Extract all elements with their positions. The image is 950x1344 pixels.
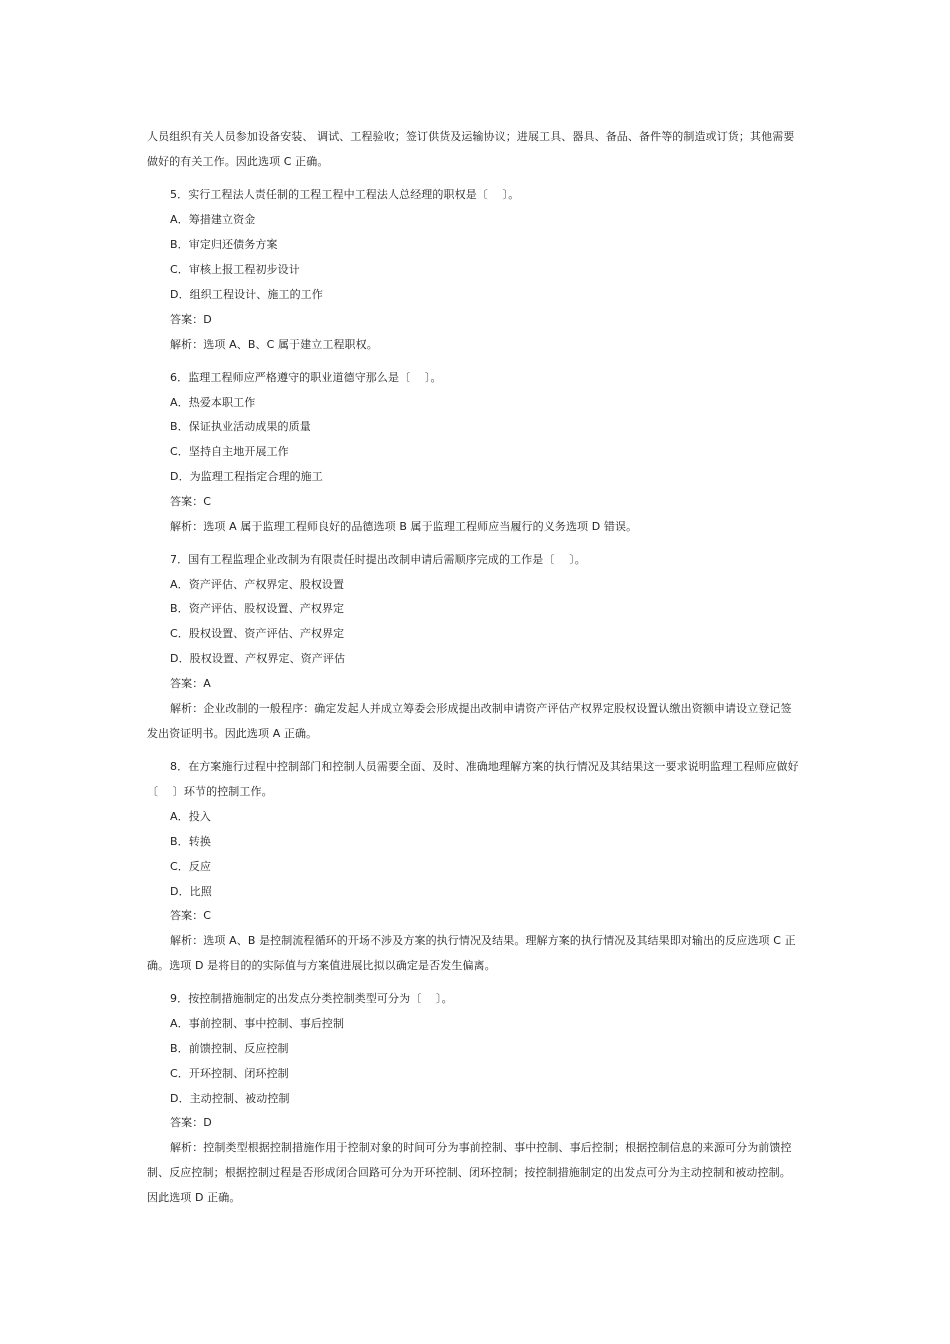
q6-option-b: B．保证执业活动成果的质量 [170, 420, 311, 433]
q5-answer: 答案：D [170, 313, 212, 326]
q9-option-c: C．开环控制、闭环控制 [170, 1067, 289, 1080]
q8-option-a: A．投入 [170, 810, 211, 823]
q9-option-d: D．主动控制、被动控制 [170, 1092, 290, 1105]
q5-analysis: 解析：选项 A、B、C 属于建立工程职权。 [170, 338, 378, 351]
q8-option-c: C．反应 [170, 860, 212, 873]
q6-answer: 答案：C [170, 495, 212, 508]
q6-option-c: C．坚持自主地开展工作 [170, 445, 289, 458]
q8-stem-line-2: 〔 〕环节的控制工作。 [147, 785, 273, 798]
q9-option-b: B．前馈控制、反应控制 [170, 1042, 289, 1055]
q7-analysis-line-1: 解析：企业改制的一般程序：确定发起人并成立筹委会形成提出改制申请资产评估产权界定股权设置认缴出资额申请设立登记签 [170, 702, 792, 715]
q8-analysis-line-1: 解析：选项 A、B 是控制流程循环的开场不涉及方案的执行情况及结果。理解方案的执行情况及其结果即对输出的反应选项 C 正 [170, 934, 796, 947]
q9-stem: 9．按控制措施制定的出发点分类控制类型可分为〔 〕。 [170, 992, 453, 1005]
q7-option-d: D．股权设置、产权界定、资产评估 [170, 652, 346, 665]
q7-stem: 7．国有工程监理企业改制为有限责任时提出改制申请后需顺序完成的工作是〔 〕。 [170, 553, 586, 566]
q6-analysis: 解析：选项 A 属于监理工程师良好的品德选项 B 属于监理工程师应当履行的义务选项 D 错误。 [170, 520, 638, 533]
q6-option-a: A．热爱本职工作 [170, 396, 256, 409]
q5-stem: 5．实行工程法人责任制的工程工程中工程法人总经理的职权是〔 〕。 [170, 188, 520, 201]
q6-stem: 6．监理工程师应严格遵守的职业道德守那么是〔 〕。 [170, 371, 442, 384]
q5-option-b: B．审定归还债务方案 [170, 238, 278, 251]
q7-analysis-line-2: 发出资证明书。因此选项 A 正确。 [147, 727, 318, 740]
q7-option-a: A．资产评估、产权界定、股权设置 [170, 578, 345, 591]
q9-analysis-line-3: 因此选项 D 正确。 [147, 1191, 241, 1204]
q9-answer: 答案：D [170, 1116, 212, 1129]
q7-option-b: B．资产评估、股权设置、产权界定 [170, 602, 345, 615]
q8-answer: 答案：C [170, 909, 212, 922]
q9-analysis-line-1: 解析：控制类型根据控制措施作用于控制对象的时间可分为事前控制、事中控制、事后控制；根据控制信息的来源可分为前馈控 [170, 1141, 792, 1154]
q8-option-b: B．转换 [170, 835, 211, 848]
q5-option-c: C．审核上报工程初步设计 [170, 263, 300, 276]
q8-analysis-line-2: 确。选项 D 是将目的的实际值与方案值进展比拟以确定是否发生偏离。 [147, 959, 496, 972]
carry-over-line-2: 做好的有关工作。因此选项 C 正确。 [147, 155, 329, 168]
q8-option-d: D．比照 [170, 885, 212, 898]
q9-option-a: A．事前控制、事中控制、事后控制 [170, 1017, 345, 1030]
carry-over-line-1: 人员组织有关人员参加设备安装、 调试、工程验收；签订供货及运输协议；进展工具、器具、备品、备件等的制造或订货；其他需要 [147, 130, 795, 143]
q6-option-d: D．为监理工程指定合理的施工 [170, 470, 323, 483]
q5-option-a: A．筹措建立资金 [170, 213, 256, 226]
q7-answer: 答案：A [170, 677, 211, 690]
q8-stem-line-1: 8．在方案施行过程中控制部门和控制人员需要全面、及时、准确地理解方案的执行情况及其结果这一要求说明监理工程师应做好 [170, 760, 799, 773]
q5-option-d: D．组织工程设计、施工的工作 [170, 288, 323, 301]
q7-option-c: C．股权设置、资产评估、产权界定 [170, 627, 345, 640]
q9-analysis-line-2: 制、反应控制；根据控制过程是否形成闭合回路可分为开环控制、闭环控制；按控制措施制定的出发点可分为主动控制和被动控制。 [147, 1166, 791, 1179]
